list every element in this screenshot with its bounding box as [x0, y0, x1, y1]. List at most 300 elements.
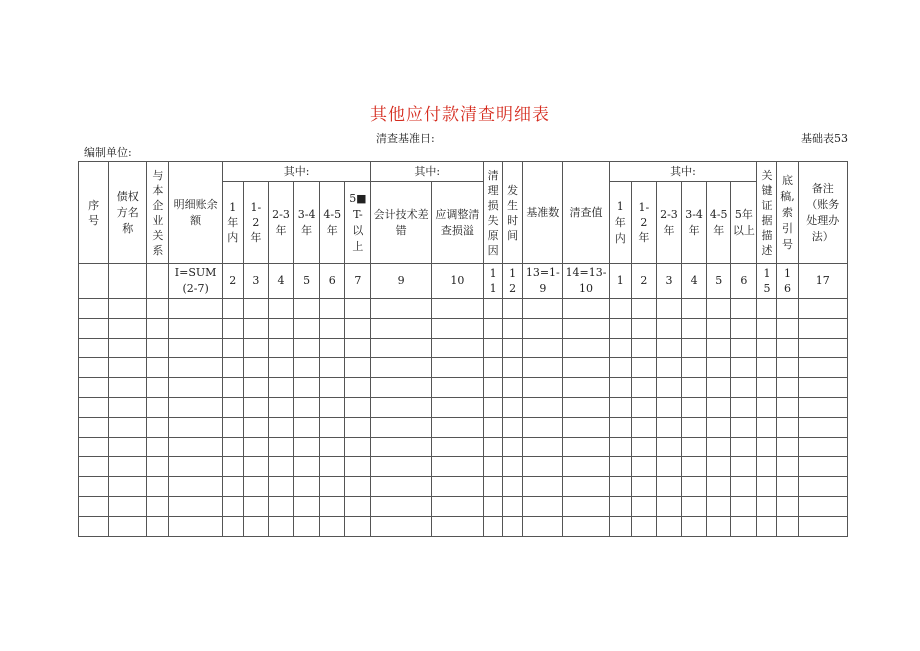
table-cell[interactable]	[656, 516, 681, 536]
table-cell[interactable]	[563, 378, 609, 398]
table-cell[interactable]	[798, 417, 847, 437]
table-cell[interactable]	[294, 516, 320, 536]
table-cell[interactable]	[656, 437, 681, 457]
table-cell[interactable]	[243, 338, 268, 358]
table-cell[interactable]	[523, 516, 563, 536]
table-cell[interactable]	[731, 457, 757, 477]
table-cell[interactable]	[320, 378, 345, 398]
table-cell[interactable]	[609, 496, 631, 516]
table-cell[interactable]	[682, 397, 707, 417]
table-cell[interactable]	[484, 358, 503, 378]
table-cell[interactable]	[294, 437, 320, 457]
table-cell[interactable]	[147, 457, 169, 477]
table-cell[interactable]	[268, 378, 293, 398]
table-cell[interactable]	[169, 338, 222, 358]
table-cell[interactable]	[484, 516, 503, 536]
table-cell[interactable]	[320, 318, 345, 338]
table-cell[interactable]	[656, 457, 681, 477]
table-cell[interactable]	[523, 437, 563, 457]
table-cell[interactable]	[777, 318, 798, 338]
table-cell[interactable]	[147, 358, 169, 378]
table-cell[interactable]	[169, 417, 222, 437]
table-cell[interactable]	[320, 299, 345, 319]
table-cell[interactable]	[503, 338, 523, 358]
table-cell[interactable]	[731, 477, 757, 497]
table-cell[interactable]	[656, 378, 681, 398]
table-cell[interactable]	[431, 338, 483, 358]
table-cell[interactable]	[503, 457, 523, 477]
table-cell[interactable]	[757, 457, 777, 477]
table-cell[interactable]	[79, 358, 109, 378]
table-cell[interactable]	[294, 338, 320, 358]
table-cell[interactable]	[222, 299, 243, 319]
table-cell[interactable]	[563, 496, 609, 516]
table-cell[interactable]	[345, 496, 371, 516]
table-cell[interactable]	[563, 417, 609, 437]
table-cell[interactable]	[109, 417, 147, 437]
table-cell[interactable]	[656, 318, 681, 338]
table-cell[interactable]	[147, 516, 169, 536]
table-cell[interactable]	[169, 299, 222, 319]
table-cell[interactable]	[169, 457, 222, 477]
table-cell[interactable]	[656, 358, 681, 378]
table-cell[interactable]	[523, 358, 563, 378]
table-cell[interactable]	[682, 417, 707, 437]
table-cell[interactable]	[798, 457, 847, 477]
table-cell[interactable]	[484, 318, 503, 338]
table-cell[interactable]	[79, 437, 109, 457]
table-cell[interactable]	[631, 378, 656, 398]
table-cell[interactable]	[147, 437, 169, 457]
table-cell[interactable]	[503, 437, 523, 457]
table-cell[interactable]	[109, 437, 147, 457]
table-cell[interactable]	[320, 457, 345, 477]
table-cell[interactable]	[294, 417, 320, 437]
table-cell[interactable]	[798, 516, 847, 536]
table-cell[interactable]	[707, 437, 731, 457]
table-cell[interactable]	[609, 397, 631, 417]
table-cell[interactable]	[777, 457, 798, 477]
table-cell[interactable]	[431, 397, 483, 417]
table-cell[interactable]	[757, 417, 777, 437]
table-cell[interactable]	[777, 477, 798, 497]
table-cell[interactable]	[345, 437, 371, 457]
table-cell[interactable]	[798, 299, 847, 319]
table-cell[interactable]	[777, 417, 798, 437]
table-cell[interactable]	[222, 417, 243, 437]
table-cell[interactable]	[523, 338, 563, 358]
table-cell[interactable]	[268, 417, 293, 437]
table-cell[interactable]	[523, 457, 563, 477]
table-cell[interactable]	[371, 397, 431, 417]
table-cell[interactable]	[345, 358, 371, 378]
table-cell[interactable]	[147, 496, 169, 516]
table-cell[interactable]	[109, 496, 147, 516]
table-cell[interactable]	[503, 299, 523, 319]
table-cell[interactable]	[222, 318, 243, 338]
table-cell[interactable]	[243, 417, 268, 437]
table-cell[interactable]	[243, 457, 268, 477]
table-cell[interactable]	[609, 457, 631, 477]
table-cell[interactable]	[484, 477, 503, 497]
table-cell[interactable]	[431, 318, 483, 338]
table-cell[interactable]	[682, 299, 707, 319]
table-cell[interactable]	[147, 397, 169, 417]
table-cell[interactable]	[109, 358, 147, 378]
table-cell[interactable]	[147, 318, 169, 338]
table-cell[interactable]	[147, 477, 169, 497]
table-cell[interactable]	[563, 477, 609, 497]
table-cell[interactable]	[147, 417, 169, 437]
table-cell[interactable]	[798, 477, 847, 497]
table-cell[interactable]	[79, 417, 109, 437]
table-cell[interactable]	[268, 299, 293, 319]
table-cell[interactable]	[563, 516, 609, 536]
table-cell[interactable]	[79, 397, 109, 417]
table-cell[interactable]	[731, 397, 757, 417]
table-cell[interactable]	[757, 378, 777, 398]
table-cell[interactable]	[147, 299, 169, 319]
table-cell[interactable]	[222, 496, 243, 516]
table-cell[interactable]	[731, 437, 757, 457]
table-cell[interactable]	[484, 378, 503, 398]
table-cell[interactable]	[563, 338, 609, 358]
table-cell[interactable]	[109, 397, 147, 417]
table-cell[interactable]	[631, 318, 656, 338]
table-cell[interactable]	[371, 338, 431, 358]
table-cell[interactable]	[757, 477, 777, 497]
table-cell[interactable]	[563, 397, 609, 417]
table-cell[interactable]	[268, 397, 293, 417]
table-cell[interactable]	[757, 338, 777, 358]
table-cell[interactable]	[222, 516, 243, 536]
table-cell[interactable]	[371, 516, 431, 536]
table-cell[interactable]	[294, 358, 320, 378]
table-cell[interactable]	[656, 417, 681, 437]
table-cell[interactable]	[345, 338, 371, 358]
table-cell[interactable]	[294, 397, 320, 417]
table-cell[interactable]	[268, 338, 293, 358]
table-cell[interactable]	[268, 437, 293, 457]
table-cell[interactable]	[243, 299, 268, 319]
table-cell[interactable]	[777, 378, 798, 398]
table-cell[interactable]	[777, 358, 798, 378]
table-cell[interactable]	[656, 496, 681, 516]
table-cell[interactable]	[345, 299, 371, 319]
table-cell[interactable]	[484, 437, 503, 457]
table-cell[interactable]	[731, 378, 757, 398]
table-cell[interactable]	[798, 358, 847, 378]
table-cell[interactable]	[169, 358, 222, 378]
table-cell[interactable]	[503, 417, 523, 437]
table-cell[interactable]	[707, 516, 731, 536]
table-cell[interactable]	[682, 516, 707, 536]
table-cell[interactable]	[609, 358, 631, 378]
table-cell[interactable]	[79, 477, 109, 497]
table-cell[interactable]	[563, 299, 609, 319]
table-cell[interactable]	[609, 437, 631, 457]
table-cell[interactable]	[320, 358, 345, 378]
table-cell[interactable]	[777, 397, 798, 417]
table-cell[interactable]	[757, 516, 777, 536]
table-cell[interactable]	[345, 477, 371, 497]
table-cell[interactable]	[222, 437, 243, 457]
table-cell[interactable]	[169, 496, 222, 516]
table-cell[interactable]	[631, 397, 656, 417]
table-cell[interactable]	[523, 477, 563, 497]
table-cell[interactable]	[682, 358, 707, 378]
table-cell[interactable]	[798, 338, 847, 358]
table-cell[interactable]	[243, 397, 268, 417]
table-cell[interactable]	[109, 516, 147, 536]
table-cell[interactable]	[631, 299, 656, 319]
table-cell[interactable]	[243, 318, 268, 338]
table-cell[interactable]	[523, 496, 563, 516]
table-cell[interactable]	[320, 496, 345, 516]
table-cell[interactable]	[631, 516, 656, 536]
table-cell[interactable]	[294, 477, 320, 497]
table-cell[interactable]	[563, 318, 609, 338]
table-cell[interactable]	[757, 318, 777, 338]
table-cell[interactable]	[707, 496, 731, 516]
table-cell[interactable]	[682, 437, 707, 457]
table-cell[interactable]	[731, 516, 757, 536]
table-cell[interactable]	[757, 397, 777, 417]
table-cell[interactable]	[631, 496, 656, 516]
table-cell[interactable]	[777, 299, 798, 319]
table-cell[interactable]	[222, 477, 243, 497]
table-cell[interactable]	[79, 457, 109, 477]
table-cell[interactable]	[707, 338, 731, 358]
table-cell[interactable]	[503, 496, 523, 516]
table-cell[interactable]	[371, 299, 431, 319]
table-cell[interactable]	[243, 516, 268, 536]
table-cell[interactable]	[682, 318, 707, 338]
table-cell[interactable]	[503, 378, 523, 398]
table-cell[interactable]	[169, 437, 222, 457]
table-cell[interactable]	[169, 318, 222, 338]
table-cell[interactable]	[431, 457, 483, 477]
table-cell[interactable]	[682, 378, 707, 398]
table-cell[interactable]	[169, 516, 222, 536]
table-cell[interactable]	[243, 358, 268, 378]
table-cell[interactable]	[757, 299, 777, 319]
table-cell[interactable]	[371, 457, 431, 477]
table-cell[interactable]	[222, 378, 243, 398]
table-cell[interactable]	[79, 378, 109, 398]
table-cell[interactable]	[563, 457, 609, 477]
table-cell[interactable]	[320, 417, 345, 437]
table-cell[interactable]	[631, 417, 656, 437]
table-cell[interactable]	[371, 477, 431, 497]
table-cell[interactable]	[731, 496, 757, 516]
table-cell[interactable]	[757, 358, 777, 378]
table-cell[interactable]	[503, 516, 523, 536]
table-cell[interactable]	[371, 318, 431, 338]
table-cell[interactable]	[294, 299, 320, 319]
table-cell[interactable]	[345, 397, 371, 417]
table-cell[interactable]	[798, 496, 847, 516]
table-cell[interactable]	[682, 477, 707, 497]
table-cell[interactable]	[631, 358, 656, 378]
table-cell[interactable]	[656, 397, 681, 417]
table-cell[interactable]	[609, 299, 631, 319]
table-cell[interactable]	[345, 417, 371, 437]
table-cell[interactable]	[631, 338, 656, 358]
table-cell[interactable]	[609, 417, 631, 437]
table-cell[interactable]	[109, 299, 147, 319]
table-cell[interactable]	[656, 299, 681, 319]
table-cell[interactable]	[79, 338, 109, 358]
table-cell[interactable]	[371, 378, 431, 398]
table-cell[interactable]	[707, 378, 731, 398]
table-cell[interactable]	[484, 397, 503, 417]
table-cell[interactable]	[169, 397, 222, 417]
table-cell[interactable]	[431, 417, 483, 437]
table-cell[interactable]	[707, 318, 731, 338]
table-cell[interactable]	[563, 358, 609, 378]
table-cell[interactable]	[707, 457, 731, 477]
table-cell[interactable]	[222, 397, 243, 417]
table-cell[interactable]	[484, 338, 503, 358]
table-cell[interactable]	[320, 516, 345, 536]
table-cell[interactable]	[523, 397, 563, 417]
table-cell[interactable]	[431, 477, 483, 497]
table-cell[interactable]	[777, 496, 798, 516]
table-cell[interactable]	[707, 477, 731, 497]
table-cell[interactable]	[169, 477, 222, 497]
table-cell[interactable]	[631, 457, 656, 477]
table-cell[interactable]	[484, 457, 503, 477]
table-cell[interactable]	[609, 378, 631, 398]
table-cell[interactable]	[523, 318, 563, 338]
table-cell[interactable]	[609, 318, 631, 338]
table-cell[interactable]	[320, 338, 345, 358]
table-cell[interactable]	[345, 516, 371, 536]
table-cell[interactable]	[656, 477, 681, 497]
table-cell[interactable]	[79, 318, 109, 338]
table-cell[interactable]	[631, 437, 656, 457]
table-cell[interactable]	[268, 477, 293, 497]
table-cell[interactable]	[294, 318, 320, 338]
table-cell[interactable]	[609, 516, 631, 536]
table-cell[interactable]	[563, 437, 609, 457]
table-cell[interactable]	[345, 457, 371, 477]
table-cell[interactable]	[371, 437, 431, 457]
table-cell[interactable]	[243, 437, 268, 457]
table-cell[interactable]	[431, 299, 483, 319]
table-cell[interactable]	[243, 378, 268, 398]
table-cell[interactable]	[431, 496, 483, 516]
table-cell[interactable]	[79, 496, 109, 516]
table-cell[interactable]	[268, 457, 293, 477]
table-cell[interactable]	[431, 358, 483, 378]
table-cell[interactable]	[777, 516, 798, 536]
table-cell[interactable]	[503, 318, 523, 338]
table-cell[interactable]	[294, 457, 320, 477]
table-cell[interactable]	[707, 358, 731, 378]
table-cell[interactable]	[431, 378, 483, 398]
table-cell[interactable]	[268, 318, 293, 338]
table-cell[interactable]	[268, 358, 293, 378]
table-cell[interactable]	[757, 437, 777, 457]
table-cell[interactable]	[777, 338, 798, 358]
table-cell[interactable]	[320, 437, 345, 457]
table-cell[interactable]	[294, 496, 320, 516]
table-cell[interactable]	[731, 338, 757, 358]
table-cell[interactable]	[431, 437, 483, 457]
table-cell[interactable]	[109, 477, 147, 497]
table-cell[interactable]	[169, 378, 222, 398]
table-cell[interactable]	[345, 318, 371, 338]
table-cell[interactable]	[631, 477, 656, 497]
table-cell[interactable]	[109, 318, 147, 338]
table-cell[interactable]	[682, 338, 707, 358]
table-cell[interactable]	[147, 338, 169, 358]
table-cell[interactable]	[798, 397, 847, 417]
table-cell[interactable]	[484, 417, 503, 437]
table-cell[interactable]	[268, 496, 293, 516]
table-cell[interactable]	[320, 477, 345, 497]
table-cell[interactable]	[798, 378, 847, 398]
table-cell[interactable]	[371, 417, 431, 437]
table-cell[interactable]	[371, 496, 431, 516]
table-cell[interactable]	[731, 358, 757, 378]
table-cell[interactable]	[707, 397, 731, 417]
table-cell[interactable]	[798, 318, 847, 338]
table-cell[interactable]	[222, 338, 243, 358]
table-cell[interactable]	[609, 477, 631, 497]
table-cell[interactable]	[268, 516, 293, 536]
table-cell[interactable]	[609, 338, 631, 358]
table-cell[interactable]	[731, 417, 757, 437]
table-cell[interactable]	[243, 477, 268, 497]
table-cell[interactable]	[731, 299, 757, 319]
table-cell[interactable]	[243, 496, 268, 516]
table-cell[interactable]	[320, 397, 345, 417]
table-cell[interactable]	[777, 437, 798, 457]
table-cell[interactable]	[79, 299, 109, 319]
table-cell[interactable]	[523, 299, 563, 319]
table-cell[interactable]	[109, 338, 147, 358]
table-cell[interactable]	[222, 358, 243, 378]
table-cell[interactable]	[371, 358, 431, 378]
table-cell[interactable]	[222, 457, 243, 477]
table-cell[interactable]	[757, 496, 777, 516]
table-cell[interactable]	[79, 516, 109, 536]
table-cell[interactable]	[109, 457, 147, 477]
table-cell[interactable]	[147, 378, 169, 398]
table-cell[interactable]	[798, 437, 847, 457]
table-cell[interactable]	[431, 516, 483, 536]
table-cell[interactable]	[707, 299, 731, 319]
table-cell[interactable]	[484, 496, 503, 516]
table-cell[interactable]	[731, 318, 757, 338]
table-cell[interactable]	[503, 477, 523, 497]
table-cell[interactable]	[109, 378, 147, 398]
table-cell[interactable]	[484, 299, 503, 319]
table-cell[interactable]	[523, 417, 563, 437]
table-cell[interactable]	[503, 397, 523, 417]
table-cell[interactable]	[345, 378, 371, 398]
table-cell[interactable]	[294, 378, 320, 398]
table-cell[interactable]	[682, 457, 707, 477]
table-cell[interactable]	[523, 378, 563, 398]
table-cell[interactable]	[503, 358, 523, 378]
table-cell[interactable]	[707, 417, 731, 437]
table-cell[interactable]	[682, 496, 707, 516]
table-cell[interactable]	[656, 338, 681, 358]
